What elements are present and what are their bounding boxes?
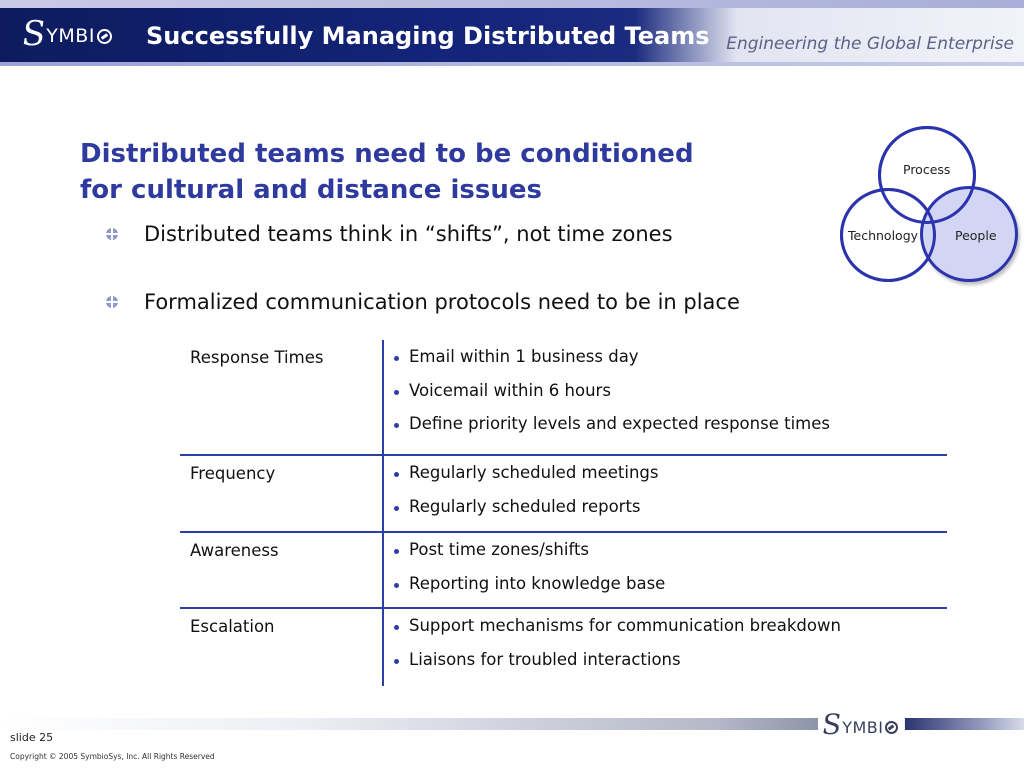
logo-s-letter: S [819, 708, 844, 741]
logo-o-icon [885, 721, 898, 734]
logo-letters: YMBI [842, 717, 884, 737]
slide-number: slide 25 [10, 731, 54, 744]
venn-label-technology: Technology [848, 228, 919, 243]
heading-line-2: for cultural and distance issues [80, 175, 542, 205]
logo-s-letter: S [19, 14, 49, 54]
list-item [394, 497, 659, 531]
column-divider [382, 456, 384, 531]
list-item [394, 463, 659, 497]
slide-title: Successfully Managing Distributed Teams [146, 22, 710, 50]
item-text: Email within 1 business day [409, 347, 639, 366]
row-key: Escalation [190, 617, 275, 636]
header-bottom-stripe [0, 62, 1024, 66]
venn-label-process: Process [903, 162, 951, 177]
heading-line-1: Distributed teams need to be conditioned [80, 139, 694, 169]
row-items [394, 540, 665, 607]
bullet-dot [394, 423, 399, 428]
column-divider [382, 609, 384, 686]
item-text: Define priority levels and expected response times [409, 414, 830, 433]
list-item [394, 347, 830, 381]
row-key: Frequency [190, 464, 276, 483]
bullet-item [106, 222, 673, 246]
item-text: Reporting into knowledge base [409, 573, 666, 593]
list-item [394, 540, 665, 574]
list-item [394, 574, 665, 608]
row-key: Response Times [190, 348, 324, 367]
bullet-text: Formalized communication protocols need to be in place [144, 290, 740, 314]
column-divider [382, 533, 384, 607]
bullet-dot [394, 659, 399, 664]
row-key: Awareness [190, 541, 279, 560]
item-text: Regularly scheduled meetings [409, 463, 659, 482]
row-items [394, 463, 659, 530]
venn-label-people: People [955, 228, 997, 243]
bullet-dot [394, 583, 399, 588]
bullet-dot [394, 472, 399, 477]
bullet-dot [394, 625, 399, 630]
logo-o-icon [97, 29, 112, 44]
item-text: Post time zones/shifts [409, 540, 590, 559]
item-text: Liaisons for troubled interactions [409, 649, 681, 669]
bullet-dot [394, 390, 399, 395]
bullet-dot [394, 549, 399, 554]
table-row [180, 533, 947, 609]
row-items [394, 616, 841, 683]
list-item [394, 381, 830, 415]
logo-letters: YMBI [46, 25, 95, 47]
bullet-text: Distributed teams think in “shifts”, not time zones [144, 222, 673, 246]
table-row [180, 340, 947, 456]
footer-blue-stripe [905, 718, 1024, 730]
bullet-item [106, 290, 740, 314]
symbio-logo [19, 14, 112, 54]
protocols-table [180, 340, 947, 686]
item-text: Regularly scheduled reports [409, 496, 641, 516]
list-item [394, 650, 841, 684]
header-top-stripe [0, 0, 1024, 8]
tagline: Engineering the Global Enterprise [726, 34, 1014, 54]
table-row [180, 456, 947, 533]
list-item [394, 616, 841, 650]
item-text: Support mechanisms for communication breakdown [409, 616, 841, 635]
column-divider [382, 340, 384, 454]
copyright-notice: Copyright © 2005 SymbioSys, Inc. All Rights Reserved [10, 752, 215, 761]
bullet-dot [394, 506, 399, 511]
row-items [394, 347, 830, 448]
venn-diagram [840, 126, 1020, 286]
section-heading [80, 136, 694, 208]
globe-bullet-icon [106, 228, 118, 240]
item-text: Voicemail within 6 hours [409, 380, 611, 400]
list-item [394, 414, 830, 448]
table-row [180, 609, 947, 686]
bullet-dot [394, 356, 399, 361]
footer-symbio-logo [818, 708, 904, 742]
globe-bullet-icon [106, 296, 118, 308]
